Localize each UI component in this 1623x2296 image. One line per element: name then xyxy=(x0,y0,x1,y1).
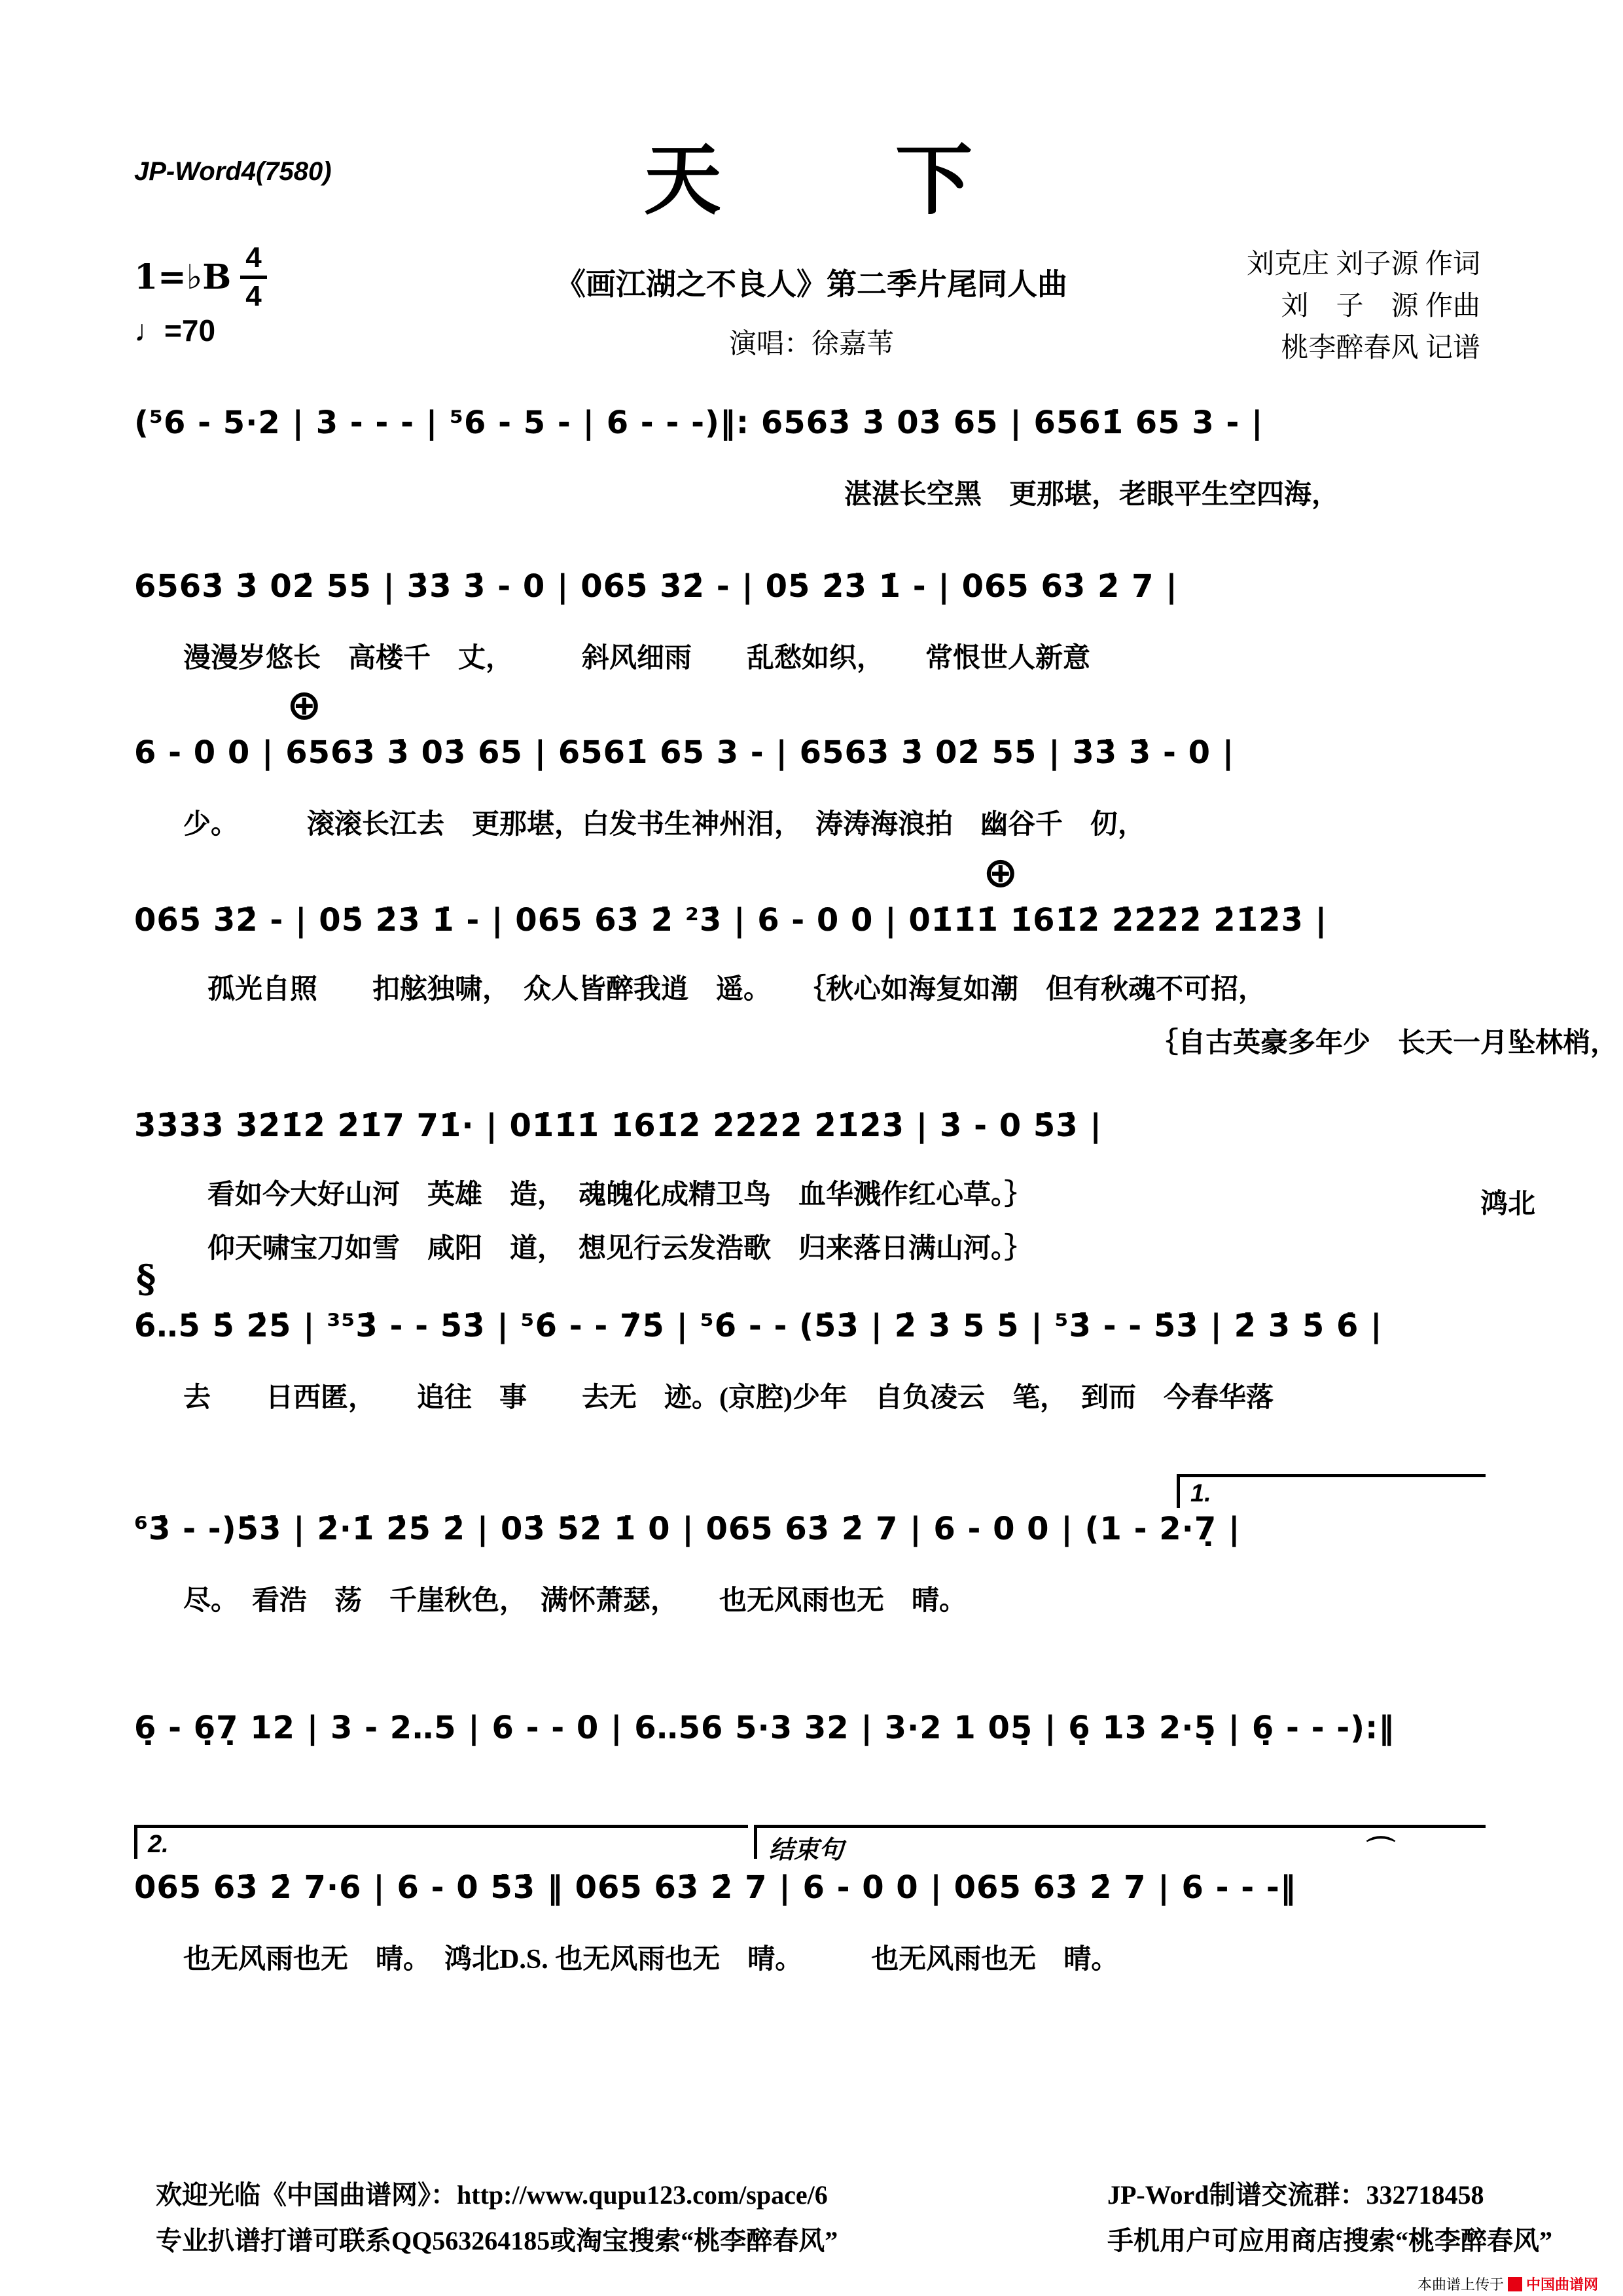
notation-line-5: 3̇3̇3̇3̇ 3̇2̇1̇2̇ 2̇1̇7 71̇· | 01̇1̇1̇ 1̇61̇2̇ 2̇2̇2̇2̇ 2̇1̇2̇3̇ | 3̇ - 0 5̇3̇ | xyxy=(134,1107,1102,1144)
notation-line-3: 6 - 0 0 | 6563̇ 3̇ 03̇ 65 | 6561̇ 65 3 - | 6563̇ 3̇ 02̇ 55̇ | 3̇3̇ 3̇ - 0 | xyxy=(134,734,1235,771)
footer-contact-line: 专业扒谱打谱可联系QQ563264185或淘宝搜索“桃李醉春风” xyxy=(156,2226,838,2255)
lyrics-line-5-verse2: 仰天啸宝刀如雪 咸阳 道， 想见行云发浩歌 归来落日满山河。｝ xyxy=(207,1234,1033,1264)
notation-line-8: 6̣ - 6̣7̣ 12 | 3 - 2‥5 | 6 - - 0 | 6‥56 5·3 32 | 3·2 1 05̣ | 6̣ 13 2·5̣ | 6̣ - - -):‖ xyxy=(134,1710,1395,1746)
transcriber-credit: 桃李醉春风 记谱 xyxy=(1281,333,1480,363)
notation-line-2: 6563̇ 3̇ 02̇ 55̇ | 3̇3̇ 3̇ - 0 | 06̇5̇ 3̇2̇ - | 05̇ 2̇3̇ 1̇ - | 065 63̇ 2̇ 7 | xyxy=(134,568,1178,605)
notation-line-4: 06̇5̇ 3̇2̇ - | 05̇ 2̇3̇ 1̇ - | 065 63̇ 2̇ ²3̇ | 6 - 0 0 | 01̇1̇1̇ 1̇61̇2̇ 2̇2̇2̇2̇ 2̇1̇2̇3̇ | xyxy=(134,902,1328,939)
lyrics-line-3: 少。 滚滚长江去 更那堪，白发书生神州泪， 涛涛海浪拍 幽谷千 仞， xyxy=(183,810,1146,840)
notation-line-7: ⁶3̇ - -)5̇3̇ | 2̇·1̇ 2̇5̇ 2̇ | 03̇ 5̇2̇ 1̇ 0 | 065 63̇ 2̇ 7 | 6 - 0 0 | (1 - 2·7̣ | xyxy=(134,1511,1241,1547)
footer-site-line: 欢迎光临《中国曲谱网》：http://www.qupu123.com/space/6 xyxy=(156,2180,828,2210)
tempo-marking: ♩=70 xyxy=(134,314,216,348)
key-text: 1=♭B xyxy=(134,257,232,297)
segno-icon: § xyxy=(136,1257,156,1301)
lyricist-credit: 刘克庄 刘子源 作词 xyxy=(1246,249,1480,279)
volta-bracket-2: 2. xyxy=(134,1825,748,1859)
meter-numerator: 4 xyxy=(240,243,266,279)
notation-line-6: 6̇‥5̇ 5̇ 2̇5̇ | ³⁵3̇ - - 5̇3̇ | ⁵6̇ - - 7̇5̇ | ⁵6̇ - - (5̇3̇ | 2̇ 3̇ 5 5̇ | ⁵3̇ - - 5̇3̇ | 2̇ 3̇ 5̇ 6̇ | xyxy=(134,1308,1383,1344)
site-logo-icon xyxy=(1508,2277,1522,2291)
footer-appstore-line: 手机用户可应用商店搜索“桃李醉春风” xyxy=(1107,2226,1552,2255)
lyrics-line-9: 也无风雨也无 晴。 鸿北D.S. 也无风雨也无 晴。 也无风雨也无 晴。 xyxy=(183,1945,1119,1975)
hongbei-label: 鸿北 xyxy=(1480,1189,1536,1219)
lyrics-line-4-verse2: ｛自古英豪多年少 长天一月坠林梢， xyxy=(1150,1028,1618,1058)
credits-block xyxy=(1247,243,1480,369)
lyrics-line-5-verse1: 看如今大好山河 英雄 造， 魂魄化成精卫鸟 血华溅作红心草。｝ xyxy=(207,1180,1033,1210)
notation-line-9: 065 63̇ 2̇ 7·6 | 6 - 0 5̇3̇ ‖ 065 63̇ 2̇ 7 | 6 - 0 0 | 065 63̇ 2̇ 7 | 6 - - -‖ xyxy=(134,1869,1296,1906)
corner-upload-note xyxy=(1418,2274,1598,2294)
meter-denominator: 4 xyxy=(245,280,262,312)
composer-credit: 刘 子 源 作曲 xyxy=(1281,291,1480,321)
song-title: 天 下 xyxy=(643,138,979,224)
fermata-icon: ⌒ xyxy=(1366,1835,1395,1867)
corner-site-red: 中国曲谱网 xyxy=(1525,2276,1598,2293)
lyrics-line-6: 去 日西匿， 追往 事 去无 迹。(京腔)少年 自负凌云 笔， 到而 今春华落 xyxy=(183,1383,1274,1413)
lyrics-line-1: 湛湛长空黑 更那堪，老眼平生空四海， xyxy=(844,480,1340,510)
coda-icon: ⊕ xyxy=(983,849,1018,896)
performer: 演唱：徐嘉苇 xyxy=(728,329,894,359)
watermark-text: JP-Word4(7580) xyxy=(134,157,332,186)
volta-bracket-1: 1. xyxy=(1177,1474,1486,1508)
coda-icon: ⊕ xyxy=(287,681,322,728)
notation-line-1: (⁵6 - 5·2 | 3 - - - | ⁵6 - 5 - | 6 - - -)‖: 6563̇ 3̇ 03̇ 65 | 6561̇ 65 3 - | xyxy=(134,404,1264,441)
lyrics-line-4-verse1: 孤光自照 扣舷独啸， 众人皆醉我逍 遥。 ｛秋心如海复如潮 但有秋魂不可招， xyxy=(207,975,1266,1005)
lyrics-line-2: 漫漫岁悠长 高楼千 丈， 斜风细雨 乱愁如织， 常恨世人新意 xyxy=(183,643,1091,673)
corner-prefix: 本曲谱上传于 xyxy=(1417,2276,1504,2293)
lyrics-line-7: 尽。 看浩 荡 千崖秋色， 满怀萧瑟， 也无风雨也无 晴。 xyxy=(183,1586,967,1616)
subtitle: 《画江湖之不良人》第二季片尾同人曲 xyxy=(556,268,1067,301)
ending-phrase-label: 结束句 xyxy=(754,1825,1486,1859)
footer-group-line: JP-Word制谱交流群：332718458 xyxy=(1107,2180,1484,2210)
